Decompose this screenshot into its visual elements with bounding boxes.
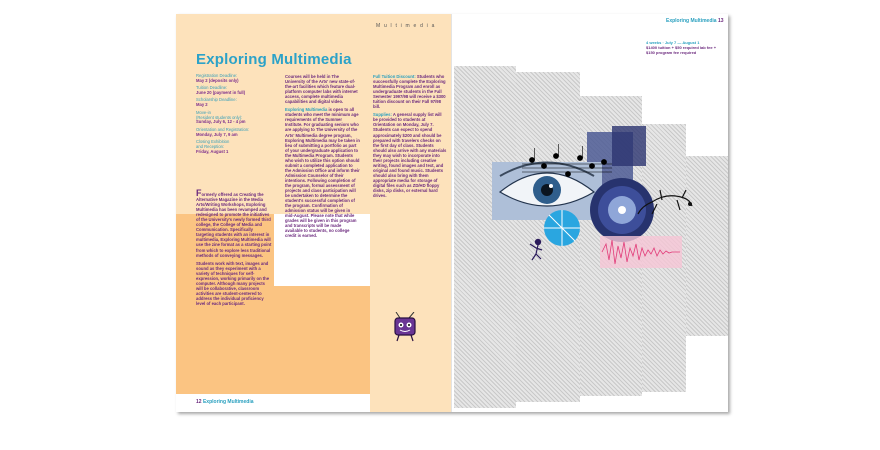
drop-cap: F [196, 188, 202, 198]
supplies-text: A general supply list will be provided to students at Orientation on Monday, July 7. Students can expect to spend approximately $200 and should be prepared with travelers checks on the first day of class. Students should also arrive with any materials they may wish to incorporate into their projects including creative writing, found images and text, and original and found music. Students should also bring with them appropriate media for storage of digital files such as ZD/HD floppy disks, zip disks, or external hard drives. [373, 112, 447, 199]
intro-text: ormerly offered as Creating the Alternative Magazine in the Media Arts/Writing Workshops, Exploring Multimedia has been revamped and redesigned to promote the initiatives of the University's newly formed third college, the College of Media and Communication. Specifically targeting students with an interest in multimedia, Exploring Multimedia will use the zine format as a starting point from which to explore less traditional methods of conveying messages. [196, 192, 272, 258]
facilities-paragraph: Courses will be held in The University of the Arts' new state-of-the-art facilities which feature dual-platform computer labs with internet access, complete multimedia capabilities and digital video. [285, 74, 358, 105]
schedule-value: May 2 (deposits only) [196, 77, 239, 83]
fee-text: $1400 tuition + $50 required lab fee + $150 program fee required [646, 44, 717, 55]
column-3 [373, 74, 447, 201]
schedule-value: Sunday, July 6, 12 - 4 pm [196, 119, 246, 125]
supplies-heading: Supplies: [373, 112, 392, 118]
eligibility-text: is open to all students who meet the minimum age requirements of the Summer Institute. For graduating seniors who are applying to The University of the Arts' Multimedia degree program, Exploring Multimedia may be taken in lieu of submitting a portfolio as part of your undergraduate application to the Multimedia Program. Students who wish to utilize this option should submit a completed application to the Admission Office and inform their Admission Counselor of their intentions. Following completion of the program, formal assessment of projects and class participation will be undertaken to determine the student's successful completion of the program. Confirmation of admission status will be given in mid-August. Please note that while grades will be given in this program and transcripts will be made available to students, no college credit is earned. [285, 107, 360, 239]
schedule-value: May 2 [196, 102, 208, 108]
schedule-label: Orientation and Registration: [196, 126, 250, 132]
orange-strip [274, 286, 370, 394]
schedule-list [196, 74, 286, 157]
page-title: Exploring Multimedia [196, 51, 352, 68]
sound-wave-illustration [600, 236, 682, 268]
folio-title: Exploring Multimedia [202, 399, 254, 405]
discount-heading: Full Tuition Discount: [373, 74, 416, 79]
schedule-item [196, 74, 286, 84]
schedule-item [196, 111, 286, 126]
schedule-item [196, 128, 286, 138]
schedule-item [196, 86, 286, 96]
schedule-value: June 20 (payment in full) [196, 90, 246, 96]
schedule-label-2: and Reception: [196, 143, 225, 149]
left-folio [196, 399, 254, 405]
discount-text: Students who successfully complete the Exploring Multimedia Program and enroll as undergraduate students in the Fall Semester 1997/98 will receive a $300 tuition discount on their Fall 97/98 bill. [373, 74, 446, 110]
folio-title: Exploring Multimedia [666, 18, 717, 24]
intro-paragraph-2: Students work with text, images and sound as they experiment with a variety of techniques for self-expression, working primarily on the computer. Although many projects will be collaborative, classroom activities are student-centered to address the individual proficiency level of each participant. [196, 260, 270, 306]
dark-tile [612, 126, 646, 166]
schedule-item [196, 98, 286, 108]
eligibility-paragraph [285, 107, 360, 238]
schedule-label: Registration Deadline: [196, 73, 238, 78]
schedule-value: Friday, August 1 [196, 148, 229, 154]
intro-paragraph [196, 190, 272, 258]
schedule-label: Closing Exhibition [196, 138, 230, 144]
dancing-figure-illustration [530, 239, 542, 260]
tv-character-icon [390, 312, 420, 342]
column-2 [285, 74, 360, 242]
schedule-label-2: (Resident students only): [196, 114, 243, 120]
page-number: 13 [717, 18, 724, 24]
collage-artwork [452, 14, 728, 412]
column-1 [196, 190, 272, 309]
eye-illustration [492, 162, 602, 220]
running-head: Multimedia [376, 23, 439, 29]
fee-heading: 4 weeks · July 7 — August 1 [646, 40, 700, 45]
schedule-item [196, 140, 286, 155]
schedule-value: Monday, July 7, 9 am [196, 131, 238, 137]
discount-paragraph [373, 74, 447, 109]
schedule-label: Tuition Deadline: [196, 85, 228, 91]
page-number: 12 [196, 399, 202, 405]
cd-disc-illustration [590, 178, 654, 242]
supplies-paragraph [373, 112, 447, 198]
eligibility-heading: Exploring Multimedia [285, 107, 328, 113]
pie-chart-illustration [544, 210, 580, 246]
schedule-label: Scholarship Deadline: [196, 97, 237, 103]
brochure-spread [176, 14, 728, 412]
schedule-label: Move-in [196, 109, 211, 115]
